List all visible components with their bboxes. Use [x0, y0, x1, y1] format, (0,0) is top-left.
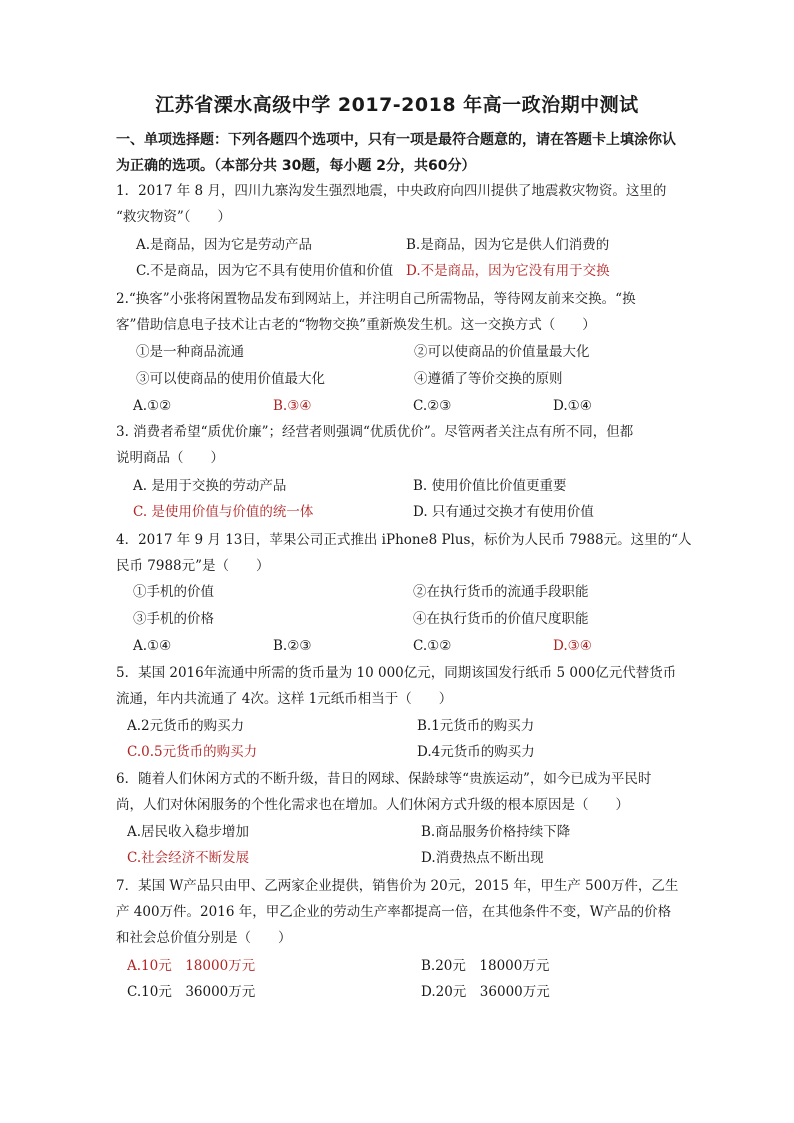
q1-stem-line-1: 1．2017 年 8 月，四川九寨沟发生强烈地震，中央政府向四川提供了地震救灾物资。这里的	[116, 183, 667, 199]
q7-option-c: C.10元 36000万元	[127, 984, 256, 1000]
q3-option-a: A. 是用于交换的劳动产品	[133, 478, 287, 494]
q3-option-b: B. 使用价值比价值更重要	[413, 478, 567, 494]
q1-stem-line-2: “救灾物资”（ ）	[116, 209, 232, 225]
q2-stem-line-2: 客”借助信息电子技术让古老的“物物交换”重新焕发生机。这一交换方式（ ）	[116, 317, 596, 333]
q7-option-d: D.20元 36000万元	[421, 984, 550, 1000]
q7-stem-line-2: 产 400万件。2016 年，甲乙企业的劳动生产率都提高一倍，在其他条件不变，W产品的价格	[116, 904, 672, 920]
q6-option-b: B.商品服务价格持续下降	[421, 824, 571, 840]
q4-item-3: ③手机的价格	[133, 611, 214, 627]
q1-option-a: A.是商品，因为它是劳动产品	[136, 237, 313, 253]
q4-option-a: A.①④	[133, 638, 172, 654]
q6-option-d: D.消费热点不断出现	[421, 850, 544, 866]
q1-option-b: B.是商品，因为它是供人们消费的	[406, 237, 610, 253]
q4-option-c: C.①②	[413, 638, 452, 654]
q4-item-4: ④在执行货币的价值尺度职能	[413, 611, 589, 627]
q2-item-1: ①是一种商品流通	[136, 344, 244, 360]
q5-option-b: B.1元货币的购买力	[417, 718, 535, 734]
q3-stem-line-2: 说明商品（ ）	[116, 450, 224, 466]
q4-option-d-answer: D.③④	[553, 638, 592, 654]
q6-stem-line-1: 6．随着人们休闲方式的不断升级，昔日的网球、保龄球等“贵族运动”，如今已成为平民时	[116, 771, 652, 787]
q2-item-4: ④遵循了等价交换的原则	[414, 371, 563, 387]
q3-option-c-answer: C. 是使用价值与价值的统一体	[133, 504, 314, 520]
q7-stem-line-1: 7．某国 W产品只由甲、乙两家企业提供，销售价为 20元，2015 年，甲生产 500万件，乙生	[116, 878, 679, 894]
q5-stem-line-2: 流通，年内共流通了 4次。这样 1元纸币相当于（ ）	[116, 691, 453, 707]
q7-stem-line-3: 和社会总价值分别是（ ）	[116, 930, 292, 946]
q5-stem-line-1: 5．某国 2016年流通中所需的货币量为 10 000亿元，同期该国发行纸币 5 000亿元代替货币	[116, 665, 677, 681]
q5-option-d: D.4元货币的购买力	[417, 744, 535, 760]
exam-title: 江苏省溧水高级中学 2017-2018 年高一政治期中测试	[155, 94, 639, 116]
q6-option-c-answer: C.社会经济不断发展	[127, 850, 250, 866]
q2-option-b-answer: B.③④	[273, 398, 312, 414]
q4-stem-line-2: 民币 7988元”是（ ）	[116, 558, 270, 574]
q4-item-1: ①手机的价值	[133, 584, 214, 600]
q4-option-b: B.②③	[273, 638, 312, 654]
q5-option-a: A.2元货币的购买力	[127, 718, 245, 734]
section-header	[116, 127, 676, 179]
q2-item-2: ②可以使商品的价值量最大化	[414, 344, 590, 360]
q7-option-a-answer: A.10元 18000万元	[127, 958, 256, 974]
section-instruction-line-2: 为正确的选项。（本部分共 30题，每小题 2分，共60分）	[116, 158, 476, 174]
q2-item-3: ③可以使商品的使用价值最大化	[136, 371, 325, 387]
q4-stem-line-1: 4．2017 年 9 月 13日，苹果公司正式推出 iPhone8 Plus，标价为人民币 7988元。这里的“人	[116, 532, 692, 548]
q2-stem-line-1: 2.“换客”小张将闲置物品发布到网站上，并注明自己所需物品，等待网友前来交换。“换	[116, 291, 636, 307]
q1-option-c: C.不是商品，因为它不具有使用价值和价值	[136, 263, 394, 279]
q3-stem-line-1: 3. 消费者希望“质优价廉”；经营者则强调“优质优价”。尽管两者关注点有所不同，但都	[116, 424, 634, 440]
section-instruction-line-1: 一、单项选择题：下列各题四个选项中，只有一项是最符合题意的，请在答题卡上填涂你认	[116, 132, 676, 148]
q6-option-a: A.居民收入稳步增加	[127, 824, 250, 840]
q6-stem-line-2: 尚，人们对休闲服务的个性化需求也在增加。人们休闲方式升级的根本原因是（ ）	[116, 797, 629, 813]
q2-option-a: A.①②	[133, 398, 172, 414]
q2-option-d: D.①④	[553, 398, 592, 414]
q7-option-b: B.20元 18000万元	[421, 958, 550, 974]
q2-option-c: C.②③	[413, 398, 452, 414]
q3-option-d: D. 只有通过交换才有使用价值	[413, 504, 594, 520]
q1-option-d-answer: D.不是商品，因为它没有用于交换	[406, 263, 610, 279]
q5-option-c-answer: C.0.5元货币的购买力	[127, 744, 258, 760]
q4-item-2: ②在执行货币的流通手段职能	[413, 584, 589, 600]
